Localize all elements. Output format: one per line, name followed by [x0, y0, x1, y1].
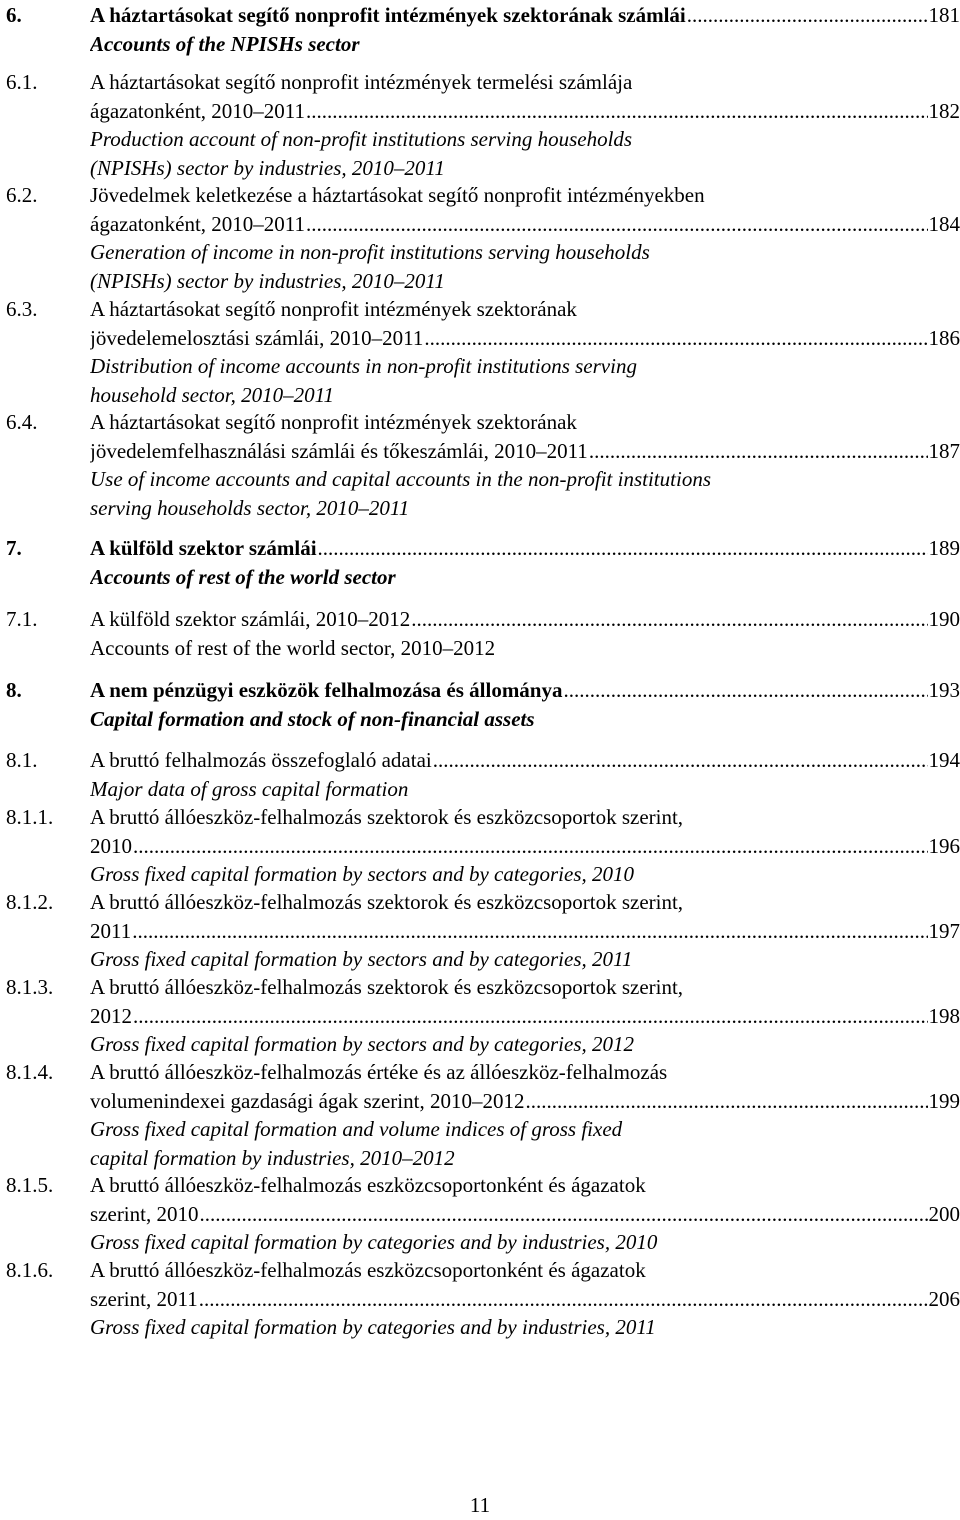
entry-title-line	[90, 1, 960, 30]
dot-leader	[306, 97, 928, 126]
entry-title-line	[90, 210, 960, 239]
entry-title-en: household sector, 2010–2011	[90, 381, 960, 410]
entry-title-en: Gross fixed capital formation by categories and by industries, 2010	[90, 1228, 960, 1257]
entry-title-en: Gross fixed capital formation by categories and by industries, 2011	[90, 1313, 960, 1342]
dot-leader	[687, 1, 928, 30]
dot-leader	[318, 534, 928, 563]
entry-title-hu: Jövedelmek keletkezése a háztartásokat segítő nonprofit intézményekben	[90, 181, 960, 210]
entry-title-line	[90, 324, 960, 353]
dot-leader	[199, 1285, 928, 1314]
entry-title-hu: A háztartásokat segítő nonprofit intézmények szektorának	[90, 295, 960, 324]
entry-title-en: serving households sector, 2010–2011	[90, 494, 960, 523]
entry-number: 6.1.	[6, 68, 38, 97]
page-ref[interactable]: 184	[929, 210, 960, 239]
entry-number: 8.	[6, 676, 22, 705]
entry-title-en: Accounts of rest of the world sector	[90, 563, 960, 592]
dot-leader	[424, 324, 927, 353]
entry-title-line	[90, 1285, 960, 1314]
entry-title-en: Generation of income in non-profit institutions serving households	[90, 238, 960, 267]
entry-title-hu: A bruttó állóeszköz-felhalmozás szektorok és eszközcsoportok szerint,	[90, 973, 960, 1002]
entry-number: 6.2.	[6, 181, 38, 210]
entry-title-en: Major data of gross capital formation	[90, 775, 960, 804]
entry-title-hu: A bruttó állóeszköz-felhalmozás szektorok és eszközcsoportok szerint,	[90, 803, 960, 832]
dot-leader	[411, 605, 927, 634]
entry-title-en: Gross fixed capital formation and volume indices of gross fixed	[90, 1115, 960, 1144]
entry-number: 7.	[6, 534, 22, 563]
page-ref[interactable]: 181	[929, 1, 960, 30]
entry-title-hu: A bruttó állóeszköz-felhalmozás értéke és az állóeszköz-felhalmozás	[90, 1058, 960, 1087]
entry-title-en: Production account of non-profit institutions serving households	[90, 125, 960, 154]
page-ref[interactable]: 198	[929, 1002, 960, 1031]
entry-title-hu: A külföld szektor számlái, 2010–2012	[90, 605, 410, 634]
entry-title-line	[90, 1002, 960, 1031]
dot-leader	[306, 210, 928, 239]
entry-title-hu: A háztartásokat segítő nonprofit intézmények szektorának számlái	[90, 1, 686, 30]
entry-number: 8.1.6.	[6, 1256, 53, 1285]
entry-title-line	[90, 605, 960, 634]
dot-leader	[564, 676, 928, 705]
entry-title-hu-cont: jövedelemfelhasználási számlái és tőkeszámlái, 2010–2011	[90, 437, 588, 466]
entry-title-hu: A bruttó állóeszköz-felhalmozás eszközcsoportonként és ágazatok	[90, 1171, 960, 1200]
entry-title-hu-cont: 2010	[90, 832, 132, 861]
dot-leader	[525, 1087, 927, 1116]
entry-title-en: Gross fixed capital formation by sectors and by categories, 2012	[90, 1030, 960, 1059]
page-ref[interactable]: 186	[929, 324, 960, 353]
entry-number: 6.3.	[6, 295, 38, 324]
page-ref[interactable]: 194	[929, 746, 960, 775]
entry-title-en: Gross fixed capital formation by sectors and by categories, 2010	[90, 860, 960, 889]
entry-title-hu-cont: 2012	[90, 1002, 132, 1031]
dot-leader	[589, 437, 928, 466]
entry-title-en: Use of income accounts and capital accounts in the non-profit institutions	[90, 465, 960, 494]
entry-title-line	[90, 1200, 960, 1229]
entry-title-en: (NPISHs) sector by industries, 2010–2011	[90, 267, 960, 296]
dot-leader	[133, 1002, 928, 1031]
entry-title-en: Distribution of income accounts in non-profit institutions serving	[90, 352, 960, 381]
entry-number: 8.1.4.	[6, 1058, 53, 1087]
page-ref[interactable]: 206	[929, 1285, 960, 1314]
page-ref[interactable]: 187	[929, 437, 960, 466]
entry-title-hu-cont: ágazatonként, 2010–2011	[90, 210, 305, 239]
entry-title-line	[90, 676, 960, 705]
entry-title-hu-cont: ágazatonként, 2010–2011	[90, 97, 305, 126]
page-ref[interactable]: 200	[929, 1200, 960, 1229]
dot-leader	[132, 917, 927, 946]
entry-title-en: Capital formation and stock of non-financial assets	[90, 705, 960, 734]
page-ref[interactable]: 197	[929, 917, 960, 946]
page-ref[interactable]: 182	[929, 97, 960, 126]
entry-title-hu: A külföld szektor számlái	[90, 534, 317, 563]
dot-leader	[199, 1200, 927, 1229]
page-ref[interactable]: 196	[929, 832, 960, 861]
entry-number: 8.1.5.	[6, 1171, 53, 1200]
page-ref[interactable]: 189	[929, 534, 960, 563]
entry-number: 8.1.1.	[6, 803, 53, 832]
entry-title-hu: A bruttó felhalmozás összefoglaló adatai	[90, 746, 432, 775]
page-ref[interactable]: 199	[929, 1087, 960, 1116]
entry-number: 8.1.2.	[6, 888, 53, 917]
entry-title-hu: A nem pénzügyi eszközök felhalmozása és állománya	[90, 676, 563, 705]
entry-title-line	[90, 746, 960, 775]
entry-title-hu-cont: szerint, 2010	[90, 1200, 198, 1229]
entry-title-line	[90, 917, 960, 946]
entry-title-en: Accounts of rest of the world sector, 2010–2012	[90, 634, 960, 663]
page-ref[interactable]: 190	[929, 605, 960, 634]
entry-title-hu-cont: volumenindexei gazdasági ágak szerint, 2010–2012	[90, 1087, 524, 1116]
entry-title-hu-cont: jövedelemelosztási számlái, 2010–2011	[90, 324, 423, 353]
entry-title-hu: A bruttó állóeszköz-felhalmozás eszközcsoportonként és ágazatok	[90, 1256, 960, 1285]
entry-title-hu-cont: szerint, 2011	[90, 1285, 198, 1314]
entry-title-hu: A háztartásokat segítő nonprofit intézmények termelési számlája	[90, 68, 960, 97]
entry-title-line	[90, 97, 960, 126]
entry-title-line	[90, 534, 960, 563]
entry-title-en: Gross fixed capital formation by sectors and by categories, 2011	[90, 945, 960, 974]
entry-title-line	[90, 832, 960, 861]
entry-title-hu-cont: 2011	[90, 917, 131, 946]
entry-number: 8.1.	[6, 746, 38, 775]
entry-number: 8.1.3.	[6, 973, 53, 1002]
page-ref[interactable]: 193	[929, 676, 960, 705]
entry-title-hu: A bruttó állóeszköz-felhalmozás szektorok és eszközcsoportok szerint,	[90, 888, 960, 917]
page-number: 11	[0, 1491, 960, 1520]
dot-leader	[133, 832, 928, 861]
entry-number: 6.4.	[6, 408, 38, 437]
entry-title-en: Accounts of the NPISHs sector	[90, 30, 960, 59]
entry-number: 6.	[6, 1, 22, 30]
dot-leader	[433, 746, 928, 775]
entry-title-hu: A háztartásokat segítő nonprofit intézmények szektorának	[90, 408, 960, 437]
entry-title-line	[90, 1087, 960, 1116]
entry-number: 7.1.	[6, 605, 38, 634]
entry-title-en: capital formation by industries, 2010–2012	[90, 1144, 960, 1173]
entry-title-en: (NPISHs) sector by industries, 2010–2011	[90, 154, 960, 183]
entry-title-line	[90, 437, 960, 466]
